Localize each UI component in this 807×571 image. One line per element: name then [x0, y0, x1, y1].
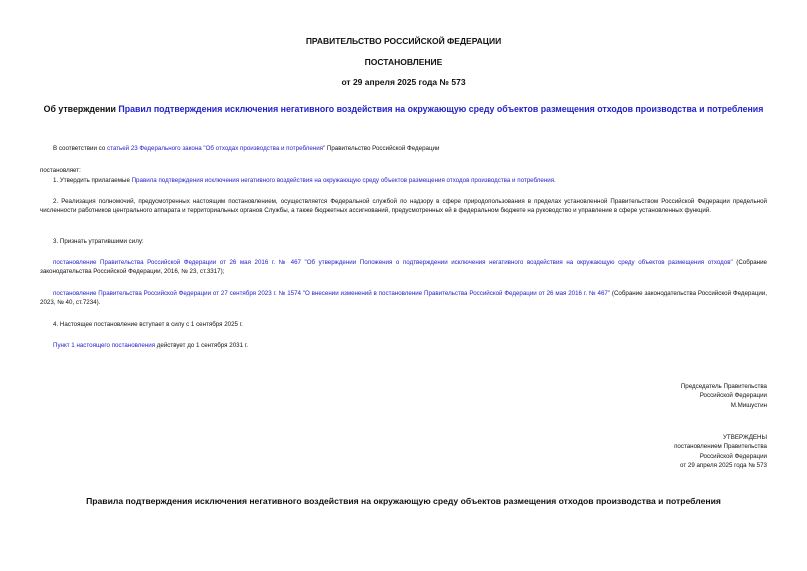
- paragraph-5-text: действует до 1 сентября 2031 г.: [155, 342, 248, 349]
- paragraph-4: 4. Настоящее постановление вступает в силу с 1 сентября 2025 г.: [53, 321, 243, 328]
- intro-text: В соответствии со: [53, 145, 107, 152]
- p1-text: 1. Утвердить прилагаемые: [53, 177, 132, 184]
- approved-country: Российской Федерации: [699, 452, 767, 460]
- signature-country: Российской Федерации: [699, 392, 767, 400]
- government-heading: ПРАВИТЕЛЬСТВО РОССИЙСКОЙ ФЕДЕРАЦИИ: [305, 36, 502, 46]
- approved-date: от 29 апреля 2025 года № 573: [680, 462, 767, 470]
- approved-label: УТВЕРЖДЕНЫ: [723, 434, 767, 441]
- signature-block: [467, 382, 767, 410]
- point-1-link[interactable]: Пункт 1 настоящего постановления: [53, 342, 156, 349]
- signature-name: М.Мишустин: [730, 401, 767, 409]
- paragraph-2: 2. Реализация полномочий, предусмотренных настоящим постановлением, осуществляется Федеральной службой по надзору в сфере природопользования в пределах установленной Правительством Российской Федерации предельной численности работников центрального аппарата и территориальных органов Службы, а также бюджетных ассигнований, предусмотренных ей в федеральном бюджете на руководство и управление в сфере установленных функций.: [40, 198, 767, 214]
- document-type: ПОСТАНОВЛЕНИЕ: [364, 57, 443, 67]
- resolution-467-link[interactable]: постановление Правительства Российской Федерации от 26 мая 2016 г. № 467 "Об утверждении Положения о подтверждении исключения негативного воздействия на окружающую среду объектов размещения отходов": [53, 259, 733, 266]
- paragraph-1: [40, 177, 767, 186]
- rules-title: Правила подтверждения исключения негативного воздействия на окружающую среду объектов размещения отходов производства и потребления: [86, 496, 721, 506]
- document-date-number: от 29 апреля 2025 года № 573: [341, 77, 466, 87]
- repealed-item-2: [40, 290, 767, 307]
- approved-by: постановлением Правительства: [674, 443, 767, 451]
- intro-text-end: Правительство Российской Федерации: [325, 145, 440, 152]
- decides-text: постановляет:: [40, 167, 81, 174]
- federal-law-link[interactable]: статьей 23 Федерального закона "Об отходах производства и потребления": [106, 145, 326, 152]
- resolution-1574-link[interactable]: постановление Правительства Российской Федерации от 27 сентября 2023 г. № 1574 "О внесении изменений в постановление Правительства Российской Федерации от 26 мая 2016 г. № 467": [53, 290, 611, 297]
- repealed-item-2-source: (Собрание законодательства Российской Федерации, 2023, № 40, ст.7234).: [40, 290, 767, 306]
- document-title: [30, 104, 777, 114]
- paragraph-5: [40, 342, 767, 351]
- title-prefix: Об утверждении: [43, 104, 119, 114]
- approval-block: [467, 433, 767, 471]
- intro-paragraph: [40, 145, 767, 154]
- paragraph-3: 3. Признать утратившими силу:: [53, 238, 144, 245]
- rules-link[interactable]: Правила подтверждения исключения негативного воздействия на окружающую среду объектов размещения отходов производства и потребления: [131, 177, 555, 184]
- p1-text-end: .: [554, 177, 556, 184]
- repealed-item-1: [40, 259, 767, 276]
- repealed-item-1-source: (Собрание законодательства Российской Федерации, 2016, № 23, ст.3317);: [40, 259, 767, 275]
- signature-position: Председатель Правительства: [680, 383, 767, 390]
- title-link[interactable]: Правил подтверждения исключения негативного воздействия на окружающую среду объектов размещения отходов производства и потребления: [118, 104, 764, 114]
